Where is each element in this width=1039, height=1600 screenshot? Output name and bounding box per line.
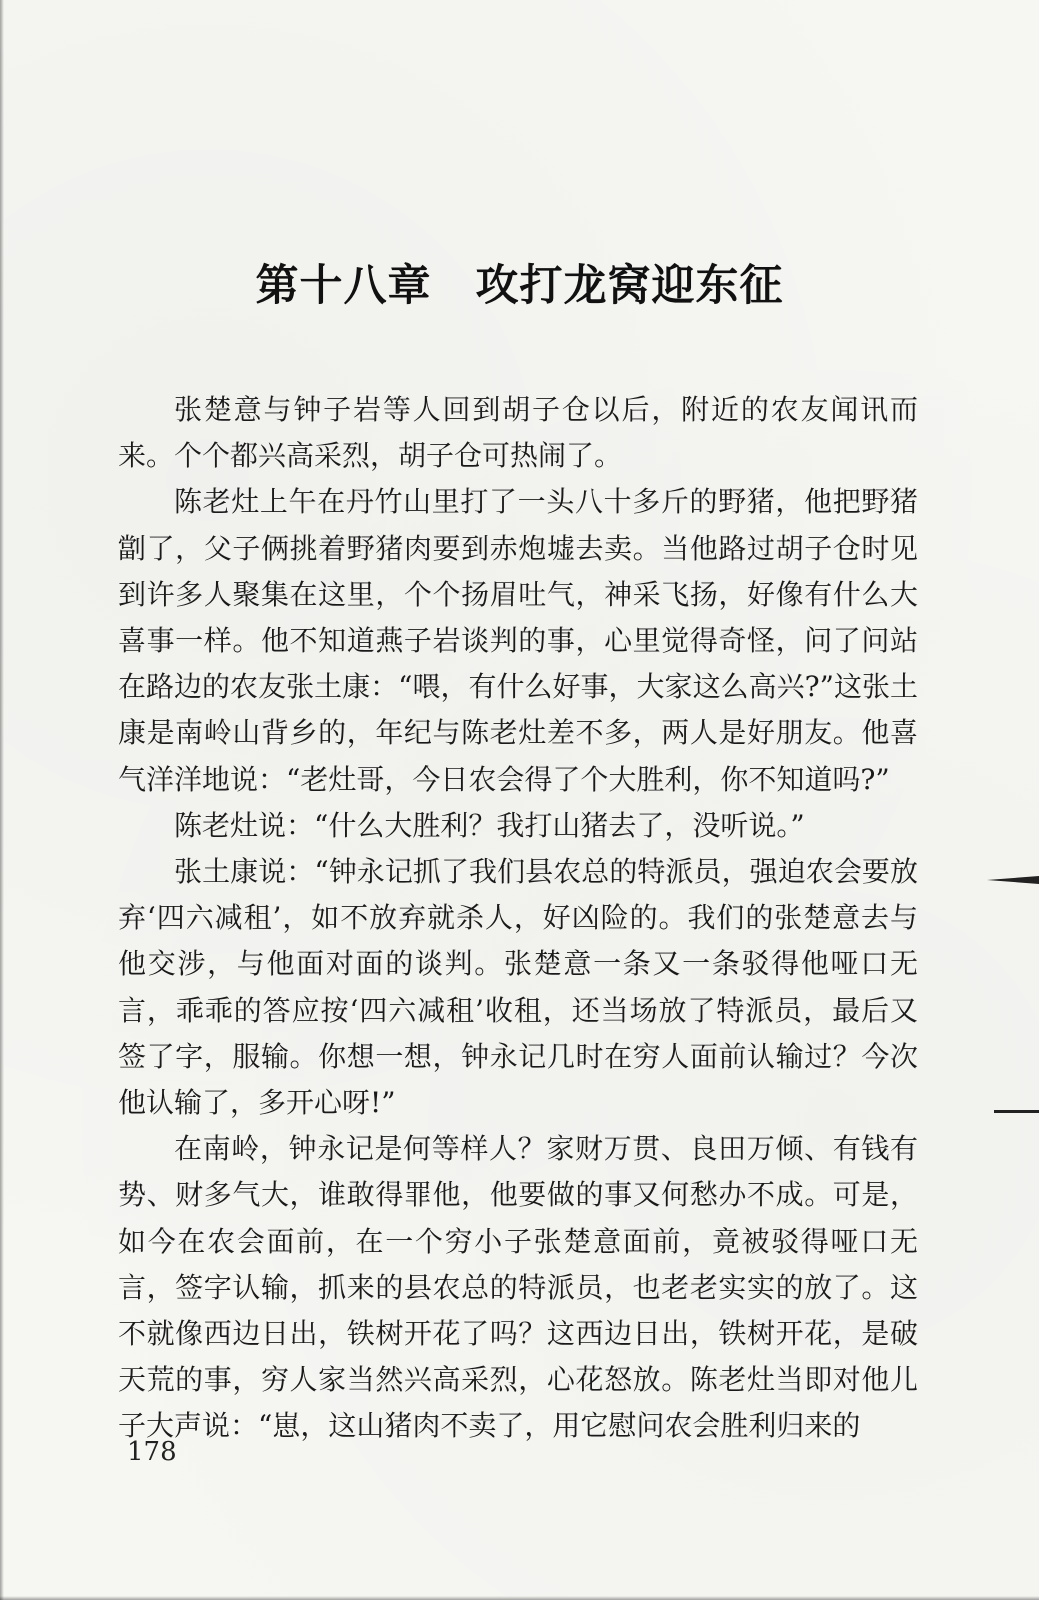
scan-edge-mark	[994, 1110, 1039, 1113]
paragraph: 张楚意与钟子岩等人回到胡子仓以后，附近的农友闻讯而来。个个都兴高采烈，胡子仓可热闹了。	[118, 393, 918, 473]
chapter-title: 攻打龙窝迎东征	[475, 261, 784, 311]
scan-bottom-edge	[0, 1596, 1039, 1600]
paragraph: 张土康说：“钟永记抓了我们县农总的特派员，强迫农会要放弃‘四六减租’，如不放弃就杀人，好凶险的。我们的张楚意去与他交涉，与他面对面的谈判。张楚意一条又一条驳得他哑口无言，乖乖的答应按‘四六减租’收租，还当场放了特派员，最后又签了字，服输。你想一想，钟永记几时在穷人面前认输过？今次他认输了，多开心呀!”	[118, 855, 918, 1120]
paragraph: 陈老灶上午在丹竹山里打了一头八十多斤的野猪，他把野猪劏了，父子俩挑着野猪肉要到赤炮墟去卖。当他路过胡子仓时见到许多人聚集在这里，个个扬眉吐气，神采飞扬，好像有什么大喜事一样。他不知道燕子岩谈判的事，心里觉得奇怪，问了问站在路边的农友张土康：“喂，有什么好事，大家这么高兴?”这张土康是南岭山背乡的，年纪与陈老灶差不多，两人是好朋友。他喜气洋洋地说：“老灶哥，今日农会得了个大胜利，你不知道吗?”	[118, 485, 918, 796]
paragraph: 在南岭，钟永记是何等样人？家财万贯、良田万倾、有钱有势、财多气大，谁敢得罪他，他要做的事又何愁办不成。可是，如今在农会面前，在一个穷小子张楚意面前，竟被驳得哑口无言，签字认输，抓来的县农总的特派员，也老老实实的放了。这不就像西边日出，铁树开花了吗？这西边日出，铁树开花，是破天荒的事，穷人家当然兴高采烈，心花怒放。陈老灶当即对他儿子大声说：“崽，这山猪肉不卖了，用它慰问农会胜利归来的	[118, 1132, 918, 1443]
chapter-number: 第十八章	[255, 261, 432, 311]
scan-edge-mark	[987, 876, 1039, 884]
chapter-body	[118, 387, 918, 1450]
scan-left-edge	[0, 0, 4, 1600]
page-number: 178	[127, 1437, 177, 1467]
chapter-heading	[0, 252, 1039, 313]
paragraph: 陈老灶说：“什么大胜利？我打山猪去了，没听说。”	[174, 808, 805, 842]
